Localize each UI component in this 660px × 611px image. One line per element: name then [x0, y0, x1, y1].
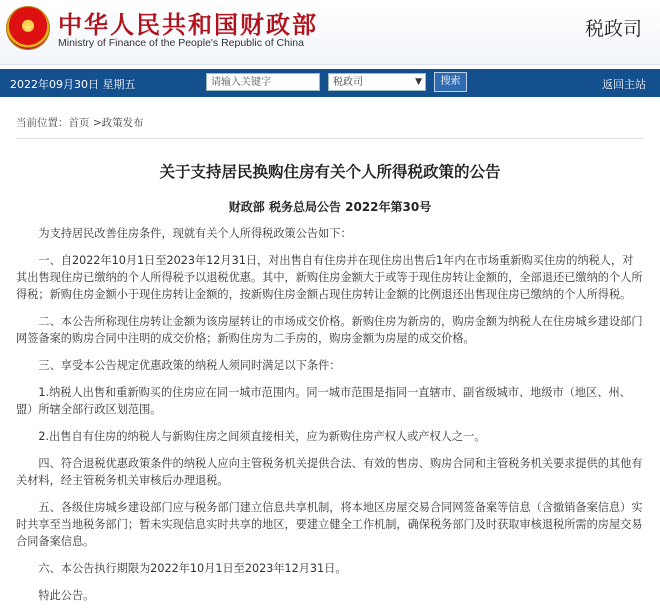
return-home-link[interactable]: 返回主站 — [602, 78, 646, 91]
paragraph: 六、本公告执行期限为2022年10月1日至2023年12月31日。 — [38, 562, 347, 575]
breadcrumb[interactable]: 当前位置：首页 >政策发布 — [16, 115, 644, 139]
current-date: 2022年09月30日 星期五 — [10, 78, 136, 91]
article-body — [16, 225, 644, 604]
paragraph: 1.纳税人出售和重新购买的住房应在同一城市范围内。同一城市范围是指同一直辖市、副省级城市、地级市（地区、州、盟）所辖全部行政区划范围。 — [16, 386, 631, 416]
search-button[interactable]: 搜索 — [434, 72, 467, 92]
ministry-name-en: Ministry of Finance of the People's Republic of China — [58, 37, 304, 49]
paragraph: 2.出售自有住房的纳税人与新购住房之间须直接相关，应为新购住房产权人或产权人之一。 — [38, 430, 486, 443]
paragraph: 三、享受本公告规定优惠政策的纳税人须同时满足以下条件： — [38, 359, 341, 372]
search-input[interactable]: 请输入关键字 — [206, 73, 320, 91]
national-emblem-icon: ★ — [6, 6, 50, 50]
department-name: 税政司 — [584, 18, 642, 40]
scope-select-value: 税政司 — [333, 77, 363, 88]
paragraph: 四、符合退税优惠政策条件的纳税人应向主管税务机关提供合法、有效的售房、购房合同和主管税务机关要求提供的其他有关材料，经主管税务机关审核后办理退税。 — [16, 457, 643, 487]
site-header — [0, 0, 660, 65]
article-title: 关于支持居民换购住房有关个人所得税政策的公告 — [159, 163, 501, 181]
paragraph: 一、自2022年10月1日至2023年12月31日，对出售自有住房并在现住房出售后1年内在市场重新购买住房的纳税人，对其出售现住房已缴纳的个人所得税予以退税优惠。其中，新购住房金额大于或等于现住房转让金额的，全部退还已缴纳的个人所得税；新购住房金额小于现住房转让金额的，按新购住房金额占现住房转让金额的比例退还出售现住房已缴纳的个人所得税。 — [16, 254, 643, 301]
paragraph: 为支持居民改善住房条件，现就有关个人所得税政策公告如下： — [38, 227, 352, 240]
scope-select[interactable] — [328, 73, 426, 91]
paragraph: 二、本公告所称现住房转让金额为该房屋转让的市场成交价格。新购住房为新房的，购房金额为纳税人在住房城乡建设部门网签备案的购房合同中注明的成交价格；新购住房为二手房的，购房金额为房屋的成交价格。 — [16, 315, 643, 345]
ministry-name-cn: 中华人民共和国财政部 — [58, 10, 318, 39]
nav-bar — [0, 69, 660, 97]
article-subtitle: 财政部 税务总局公告 2022年第30号 — [228, 200, 432, 214]
paragraph: 五、各级住房城乡建设部门应与税务部门建立信息共享机制，将本地区房屋交易合同网签备案等信息（含撤销备案信息）实时共享至当地税务部门；暂未实现信息实时共享的地区，要建立健全工作机制，确保税务部门及时获取审核退税所需的房屋交易合同备案信息。 — [16, 501, 643, 548]
paragraph: 特此公告。 — [38, 589, 95, 602]
chevron-down-icon: ▼ — [415, 77, 422, 87]
